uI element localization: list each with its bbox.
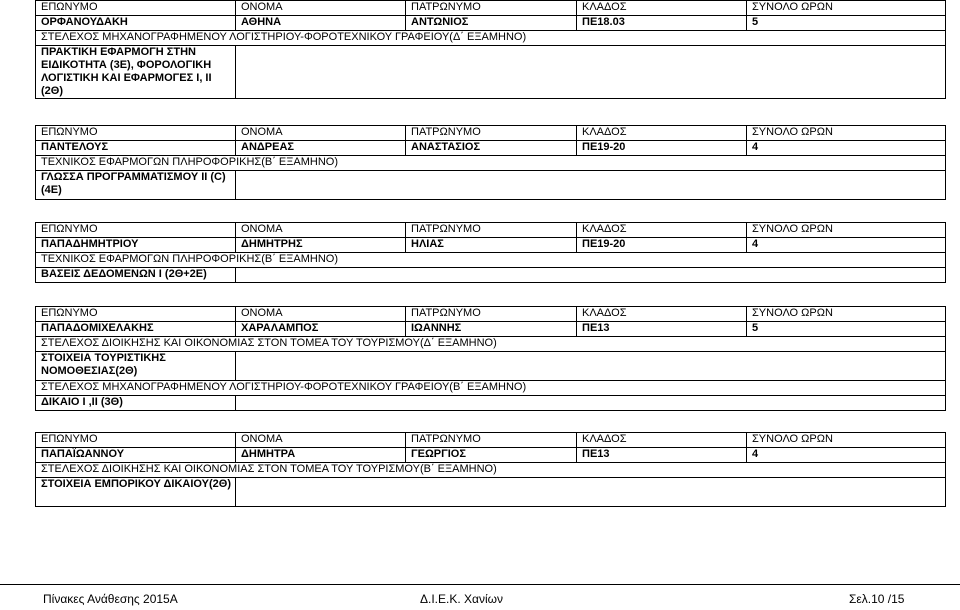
header-father: ΠΑΤΡΩΝΥΜΟ [406, 223, 577, 238]
specialty-2: ΣΤΕΛΕΧΟΣ ΜΗΧΑΝΟΓΡΑΦΗΜΕΝΟΥ ΛΟΓΙΣΤΗΡΙΟΥ-ΦΟΡΟΤΕΧΝΙΚΟΥ ΓΡΑΦΕΙΟΥ(Β΄ ΕΞΑΜΗΝΟ) [36, 381, 946, 396]
assignment-block-0 [35, 0, 946, 99]
header-hours: ΣΥΝΟΛΟ ΩΡΩΝ [747, 433, 946, 448]
course-1: ΣΤΟΙΧΕΙΑ ΕΜΠΟΡΙΚΟΥ ΔΙΚΑΙΟΥ(2Θ) [36, 478, 236, 507]
header-hours: ΣΥΝΟΛΟ ΩΡΩΝ [747, 1, 946, 16]
header-father: ΠΑΤΡΩΝΥΜΟ [406, 126, 577, 141]
teacher-surname: ΠΑΠΑΪΩΑΝΝΟΥ [36, 448, 236, 463]
header-surname: ΕΠΩΝΥΜΟ [36, 433, 236, 448]
course-1: ΓΛΩΣΣΑ ΠΡΟΓΡΑΜΜΑΤΙΣΜΟΥ ΙΙ (C) (4Ε) [36, 171, 236, 200]
assignment-block-1 [35, 125, 946, 200]
teacher-father: ΙΩΑΝΝΗΣ [406, 322, 577, 337]
header-surname: ΕΠΩΝΥΜΟ [36, 223, 236, 238]
teacher-father: ΗΛΙΑΣ [406, 238, 577, 253]
teacher-name: ΑΘΗΝΑ [236, 16, 406, 31]
header-name: ΟΝΟΜΑ [236, 223, 406, 238]
header-name: ΟΝΟΜΑ [236, 433, 406, 448]
header-hours: ΣΥΝΟΛΟ ΩΡΩΝ [747, 223, 946, 238]
header-branch: ΚΛΑΔΟΣ [577, 223, 747, 238]
page-footer [0, 584, 960, 610]
course-1: ΒΑΣΕΙΣ ΔΕΔΟΜΕΝΩΝ Ι (2Θ+2Ε) [36, 268, 236, 283]
header-row [36, 126, 946, 141]
specialty-1: ΤΕΧΝΙΚΟΣ ΕΦΑΡΜΟΓΩΝ ΠΛΗΡΟΦΟΡΙΚΗΣ(Β΄ ΕΞΑΜΗΝΟ) [36, 253, 946, 268]
header-father: ΠΑΤΡΩΝΥΜΟ [406, 1, 577, 16]
assignment-block-3 [35, 306, 946, 411]
teacher-name: ΧΑΡΑΛΑΜΠΟΣ [236, 322, 406, 337]
specialty-1: ΣΤΕΛΕΧΟΣ ΜΗΧΑΝΟΓΡΑΦΗΜΕΝΟΥ ΛΟΓΙΣΤΗΡΙΟΥ-ΦΟΡΟΤΕΧΝΙΚΟΥ ΓΡΑΦΕΙΟΥ(Δ΄ ΕΞΑΜΗΝΟ) [36, 31, 946, 46]
course-2: ΔΙΚΑΙΟ Ι ,ΙΙ (3Θ) [36, 396, 236, 411]
teacher-branch: ΠΕ19-20 [577, 141, 747, 156]
teacher-branch: ΠΕ18.03 [577, 16, 747, 31]
header-row [36, 307, 946, 322]
teacher-surname: ΠΑΠΑΔΟΜΙΧΕΛΑΚΗΣ [36, 322, 236, 337]
header-name: ΟΝΟΜΑ [236, 307, 406, 322]
specialty-1: ΣΤΕΛΕΧΟΣ ΔΙΟΙΚΗΣΗΣ ΚΑΙ ΟΙΚΟΝΟΜΙΑΣ ΣΤΟΝ ΤΟΜΕΑ ΤΟΥ ΤΟΥΡΙΣΜΟΥ(Δ΄ ΕΞΑΜΗΝΟ) [36, 337, 946, 352]
course-1-empty [236, 478, 946, 507]
teacher-row [36, 448, 946, 463]
teacher-father: ΑΝΑΣΤΑΣΙΟΣ [406, 141, 577, 156]
teacher-hours: 5 [747, 322, 946, 337]
teacher-hours: 5 [747, 16, 946, 31]
teacher-father: ΓΕΩΡΓΙΟΣ [406, 448, 577, 463]
header-father: ΠΑΤΡΩΝΥΜΟ [406, 307, 577, 322]
teacher-branch: ΠΕ19-20 [577, 238, 747, 253]
header-hours: ΣΥΝΟΛΟ ΩΡΩΝ [747, 126, 946, 141]
header-name: ΟΝΟΜΑ [236, 126, 406, 141]
teacher-row [36, 322, 946, 337]
header-row [36, 1, 946, 16]
header-row [36, 433, 946, 448]
header-row [36, 223, 946, 238]
course-1-empty [236, 352, 946, 381]
course-1-empty [236, 171, 946, 200]
teacher-hours: 4 [747, 448, 946, 463]
footer-page-number: Σελ.10 /15 [849, 592, 905, 606]
header-hours: ΣΥΝΟΛΟ ΩΡΩΝ [747, 307, 946, 322]
header-surname: ΕΠΩΝΥΜΟ [36, 126, 236, 141]
header-surname: ΕΠΩΝΥΜΟ [36, 307, 236, 322]
assignment-block-4 [35, 432, 946, 507]
header-father: ΠΑΤΡΩΝΥΜΟ [406, 433, 577, 448]
teacher-surname: ΠΑΝΤΕΛΟΥΣ [36, 141, 236, 156]
course-1: ΣΤΟΙΧΕΙΑ ΤΟΥΡΙΣΤΙΚΗΣ ΝΟΜΟΘΕΣΙΑΣ(2Θ) [36, 352, 236, 381]
teacher-name: ΔΗΜΗΤΡΗΣ [236, 238, 406, 253]
course-1-empty [236, 46, 946, 99]
specialty-1: ΣΤΕΛΕΧΟΣ ΔΙΟΙΚΗΣΗΣ ΚΑΙ ΟΙΚΟΝΟΜΙΑΣ ΣΤΟΝ ΤΟΜΕΑ ΤΟΥ ΤΟΥΡΙΣΜΟΥ(Β΄ ΕΞΑΜΗΝΟ) [36, 463, 946, 478]
footer-institution: Δ.Ι.Ε.Κ. Χανίων [420, 592, 504, 606]
teacher-row [36, 141, 946, 156]
header-surname: ΕΠΩΝΥΜΟ [36, 1, 236, 16]
course-1: ΠΡΑΚΤΙΚΗ ΕΦΑΡΜΟΓΗ ΣΤΗΝ ΕΙΔΙΚΟΤΗΤΑ (3Ε), ΦΟΡΟΛΟΓΙΚΗ ΛΟΓΙΣΤΙΚΗ ΚΑΙ ΕΦΑΡΜΟΓΕΣ Ι, ΙΙ (2Θ) [36, 46, 236, 99]
course-2-empty [236, 396, 946, 411]
course-1-empty [236, 268, 946, 283]
header-branch: ΚΛΑΔΟΣ [577, 126, 747, 141]
specialty-1: ΤΕΧΝΙΚΟΣ ΕΦΑΡΜΟΓΩΝ ΠΛΗΡΟΦΟΡΙΚΗΣ(Β΄ ΕΞΑΜΗΝΟ) [36, 156, 946, 171]
teacher-branch: ΠΕ13 [577, 322, 747, 337]
teacher-hours: 4 [747, 141, 946, 156]
teacher-name: ΔΗΜΗΤΡΑ [236, 448, 406, 463]
teacher-surname: ΠΑΠΑΔΗΜΗΤΡΙΟΥ [36, 238, 236, 253]
header-branch: ΚΛΑΔΟΣ [577, 307, 747, 322]
teacher-row [36, 238, 946, 253]
assignment-block-2 [35, 222, 946, 283]
teacher-hours: 4 [747, 238, 946, 253]
teacher-surname: ΟΡΦΑΝΟΥΔΑΚΗ [36, 16, 236, 31]
header-branch: ΚΛΑΔΟΣ [577, 433, 747, 448]
teacher-branch: ΠΕ13 [577, 448, 747, 463]
header-name: ΟΝΟΜΑ [236, 1, 406, 16]
header-branch: ΚΛΑΔΟΣ [577, 1, 747, 16]
teacher-row [36, 16, 946, 31]
teacher-father: ΑΝΤΩΝΙΟΣ [406, 16, 577, 31]
teacher-name: ΑΝΔΡΕΑΣ [236, 141, 406, 156]
footer-document-title: Πίνακες Ανάθεσης 2015Α [43, 592, 178, 606]
